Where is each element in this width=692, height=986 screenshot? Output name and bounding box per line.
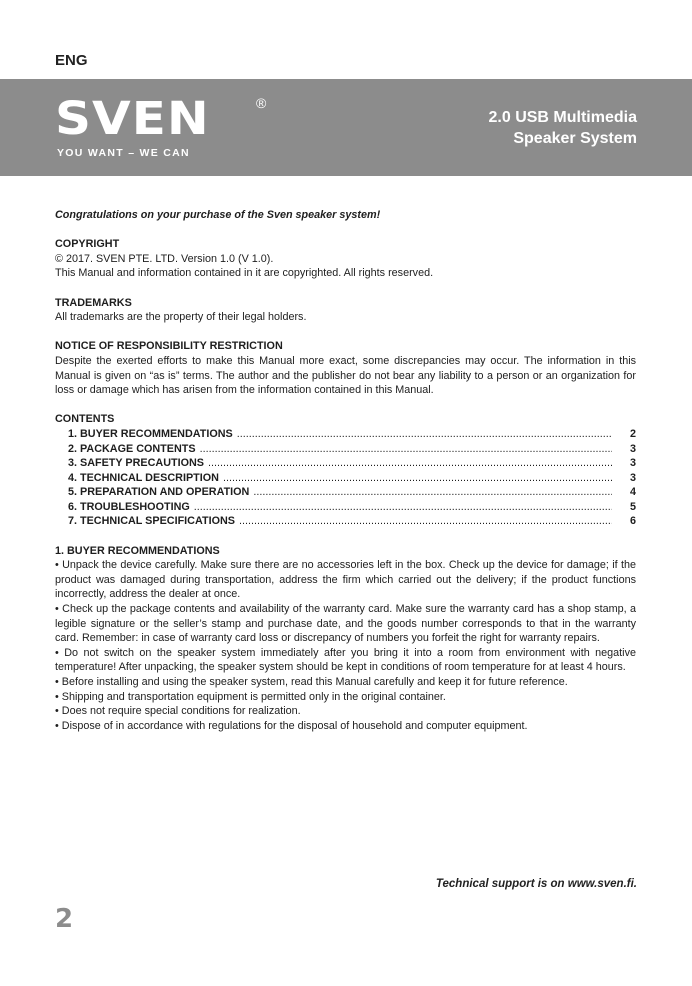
toc-label: 6. TROUBLESHOOTING xyxy=(68,500,190,513)
toc-label: 2. PACKAGE CONTENTS xyxy=(68,442,196,455)
toc-label: 5. PREPARATION AND OPERATION xyxy=(68,486,250,499)
support-note: Technical support is on www.sven.fi. xyxy=(435,878,637,890)
toc-page: 6 xyxy=(629,515,636,528)
bullet-item: • Do not switch on the speaker system immediately after you bring it into a room from environment with negative temperature! After unpacking, the speaker system should be kept in conditions of room temperature for at least 4 hours. xyxy=(55,646,636,674)
toc-page: 3 xyxy=(629,457,636,470)
toc-entry[interactable] xyxy=(68,514,636,529)
toc-label: 4. TECHNICAL DESCRIPTION xyxy=(68,471,219,484)
toc-page: 5 xyxy=(629,500,636,513)
buyer-recommendations-section xyxy=(55,544,636,734)
copyright-section xyxy=(55,237,636,281)
logo-tagline: YOU WANT – WE CAN xyxy=(57,147,190,159)
product-title-line1: 2.0 USB Multimedia xyxy=(488,109,637,126)
product-title-line2: Speaker System xyxy=(513,130,637,147)
product-title xyxy=(489,107,637,149)
toc-entry[interactable] xyxy=(68,485,636,500)
toc-label: 1. BUYER RECOMMENDATIONS xyxy=(68,427,233,440)
bullet-item: • Check up the package contents and availability of the warranty card. Make sure the warranty card has a shop stamp, a legible signature or the seller’s stamp and purchase date, and the goods number corresponds to that in the warranty card. Remember: in case of warranty card loss or discrepancy of numbers you forfeit the right for warranty repairs. xyxy=(55,603,636,645)
table-of-contents xyxy=(55,427,636,529)
bullet-item: • Dispose of in accordance with regulations for the disposal of household and computer equipment. xyxy=(55,719,528,732)
notice-section xyxy=(55,339,636,397)
toc-label: 3. SAFETY PRECAUTIONS xyxy=(68,457,204,470)
sven-logo xyxy=(55,92,267,159)
trademarks-text: All trademarks are the property of their legal holders. xyxy=(55,311,307,324)
contents-section xyxy=(55,412,636,529)
copyright-line: © 2017. SVEN PTE. LTD. Version 1.0 (V 1.0). xyxy=(55,252,274,265)
page-number: 2 xyxy=(55,904,74,934)
toc-page: 2 xyxy=(629,427,636,440)
logo-wordmark: SVEN xyxy=(55,92,210,145)
header-banner xyxy=(0,79,692,176)
notice-text: Despite the exerted efforts to make this Manual more exact, some discrepancies may occur. The information in this Manual is given on “as is” terms. The author and the publisher do not bear any liability to a person or an organization for loss or damage which has arisen from the information contained in this Manual. xyxy=(55,354,636,397)
copyright-line: This Manual and information contained in it are copyrighted. All rights reserved. xyxy=(55,267,434,280)
manual-content xyxy=(55,208,636,733)
trademarks-section xyxy=(55,296,636,325)
section-title: COPYRIGHT xyxy=(55,238,120,251)
toc-page: 4 xyxy=(629,486,636,499)
bullet-item: • Unpack the device carefully. Make sure there are no accessories left in the box. Check up the device for damage; if the product was damaged during transportation, address the firm which carried out the delivery; if the product functions incorrectly, address the dealer at once. xyxy=(55,559,636,601)
section-title: NOTICE OF RESPONSIBILITY RESTRICTION xyxy=(55,340,283,353)
bullet-item: • Before installing and using the speaker system, read this Manual carefully and keep it for future reference. xyxy=(55,676,568,688)
section-title: TRADEMARKS xyxy=(55,296,132,309)
language-label: ENG xyxy=(55,52,88,69)
toc-entry[interactable] xyxy=(68,427,636,442)
section-title: CONTENTS xyxy=(55,413,115,426)
toc-entry[interactable] xyxy=(68,471,636,486)
toc-entry[interactable] xyxy=(68,500,636,515)
registered-mark: ® xyxy=(256,95,267,111)
bullet-item: • Shipping and transportation equipment is permitted only in the original container. xyxy=(55,690,446,703)
toc-label: 7. TECHNICAL SPECIFICATIONS xyxy=(68,515,235,528)
toc-page: 3 xyxy=(629,442,636,455)
section-title: 1. BUYER RECOMMENDATIONS xyxy=(55,544,220,557)
toc-page: 3 xyxy=(629,471,636,484)
intro-text: Congratulations on your purchase of the Sven speaker system! xyxy=(55,209,381,221)
toc-entry[interactable] xyxy=(68,442,636,457)
bullet-item: • Does not require special conditions for realization. xyxy=(55,705,301,718)
toc-entry[interactable] xyxy=(68,456,636,471)
